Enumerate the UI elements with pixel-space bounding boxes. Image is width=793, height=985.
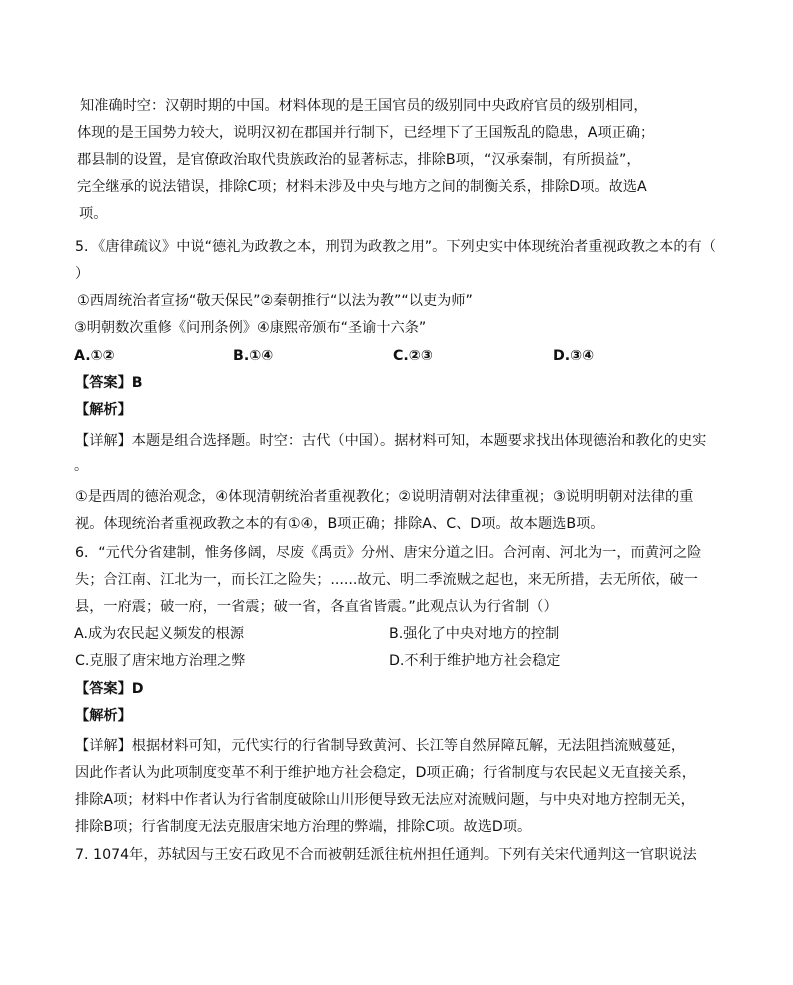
q5-analysis-label: 【解析】 — [75, 402, 132, 418]
q7-stem: 7. 1074年，苏轼因与王安石政见不合而被朝廷派往杭州担任通判。下列有关宋代通判这一官职说法 — [75, 847, 697, 863]
q5-answer: 【答案】B — [75, 375, 143, 391]
q6-detail: 排除B项；行省制度无法克服唐宋地方治理的弊端，排除C项。故选D项。 — [75, 819, 532, 835]
q5-statements: ③明朝数次重修《问刑条例》④康熙帝颁布“圣谕十六条” — [74, 320, 427, 336]
q4-explanation-line: 知准确时空：汉朝时期的中国。材料体现的是王国官员的级别同中央政府官员的级别相同， — [80, 98, 648, 114]
q6-detail: 因此作者认为此项制度变革不利于维护地方社会稳定，D项正确；行省制度与农民起义无直接关系， — [75, 765, 696, 781]
q5-statements: ①西周统治者宣扬“敬天保民”②秦朝推行“以法为教”“以吏为师” — [77, 293, 473, 309]
q5-stem: 5．《唐律疏议》中说“德礼为政教之本，刑罚为政教之用”。下列史实中体现统治者重视政教之本的有（ — [75, 239, 716, 255]
q6-stem: 县，一府震；破一府，一省震；破一省，各直省皆震。”此观点认为行省制（） — [75, 599, 558, 615]
q6-detail: 排除A项；材料中作者认为行省制度破除山川形便导致无法应对流贼问题，与中央对地方控制无关， — [75, 792, 695, 808]
q6-answer: 【答案】D — [75, 681, 144, 697]
q5-option-c: C.②③ — [393, 348, 433, 364]
q4-explanation-line: 郡县制的设置，是官僚政治取代贵族政治的显著标志，排除B项，“汉承秦制，有所损益”， — [77, 152, 641, 168]
q6-analysis-label: 【解析】 — [75, 708, 132, 724]
q5-detail: 视。体现统治者重视政教之本的有①④，B项正确；排除A、C、D项。故本题选B项。 — [75, 516, 605, 532]
q5-stem-end: ） — [75, 266, 90, 282]
q5-option-b: B.①④ — [233, 348, 274, 364]
q4-explanation-line: 完全继承的说法错误，排除C项；材料未涉及中央与地方之间的制衡关系，排除D项。故选A — [77, 179, 647, 195]
q5-detail: 。 — [74, 458, 89, 474]
q6-stem: 失；合江南、江北为一，而长江之险失；......故元、明二季流贼之起也，来无所措，去无所依，破一 — [75, 572, 698, 588]
q6-stem: 6．“元代分省建制，惟务侈阔，尽废《禹贡》分州、唐宋分道之旧。合河南、河北为一，而黄河之险 — [75, 545, 702, 561]
q5-option-a: A.①② — [74, 348, 115, 364]
q4-explanation-line: 体现的是王国势力较大，说明汉初在郡国并行制下，已经埋下了王国叛乱的隐患，A项正确； — [77, 125, 655, 141]
q5-option-d: D.③④ — [553, 348, 595, 364]
q6-detail: 【详解】根据材料可知，元代实行的行省制导致黄河、长江等自然屏障瓦解，无法阻挡流贼蔓延， — [75, 738, 686, 754]
q5-detail: 【详解】本题是组合选择题。时空：古代（中国）。据材料可知，本题要求找出体现德治和教化的史实 — [75, 433, 707, 449]
q5-detail: ①是西周的德治观念，④体现清朝统治者重视教化；②说明清朝对法律重视；③说明明朝对法律的重 — [75, 489, 694, 505]
q6-option-d: D.不利于维护地方社会稳定 — [389, 653, 561, 669]
q6-option-b: B.强化了中央对地方的控制 — [389, 626, 560, 642]
q6-option-c: C.克服了唐宋地方治理之弊 — [75, 653, 246, 669]
q4-explanation-line: 项。 — [79, 206, 108, 222]
q6-option-a: A.成为农民起义频发的根源 — [74, 626, 245, 642]
